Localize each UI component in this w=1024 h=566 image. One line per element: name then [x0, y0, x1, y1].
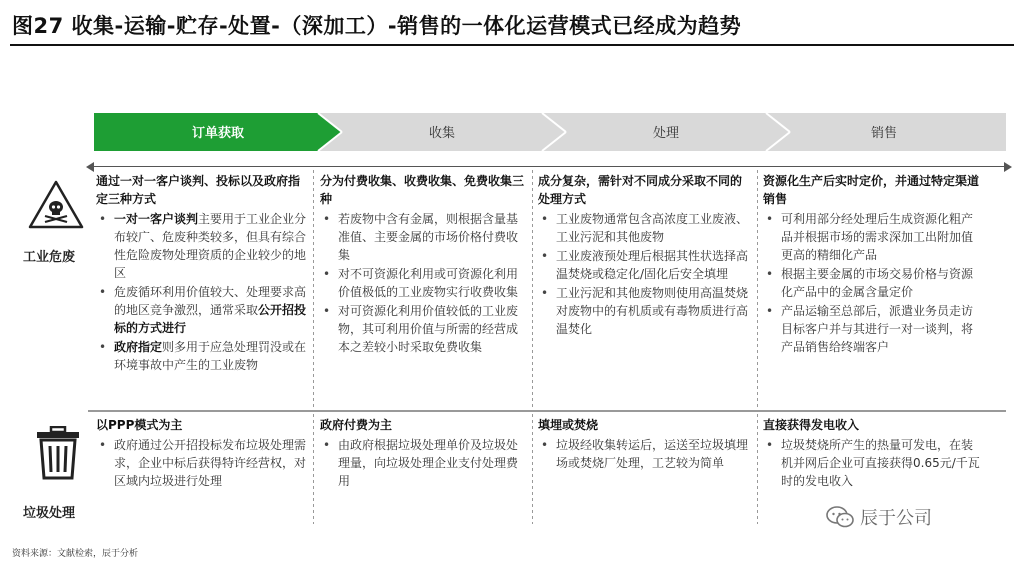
category-garbage — [8, 426, 90, 522]
watermark-text: 辰于公司 — [860, 508, 932, 529]
cell-heading: 以PPP模式为主 — [96, 418, 183, 432]
column-separator — [532, 170, 533, 408]
stage-label-collect: 收集 — [428, 126, 456, 141]
stage-label-sales: 销售 — [870, 126, 898, 141]
cell-heading: 资源化生产后实时定价，并通过特定渠道销售 — [763, 174, 980, 206]
category-industrial — [8, 180, 90, 270]
list-item: • 政府指定则多用于应急处理罚没或在环境事故中产生的工业废物 — [96, 338, 310, 374]
column-separator — [757, 170, 758, 408]
cell-heading: 填埋或焚烧 — [538, 418, 599, 432]
list-item: • 若废物中含有金属，则根据含量基准值、主要金属的市场价格付费收集 — [320, 210, 528, 264]
cell-heading: 直接获得发电收入 — [763, 418, 860, 432]
cell-heading: 分为付费收集、收费收集、免费收集三种 — [320, 174, 525, 206]
cell-heading: 政府付费为主 — [320, 418, 393, 432]
wechat-icon — [826, 506, 854, 528]
axis-arrow-left — [86, 162, 94, 172]
list-item: • 一对一客户谈判主要用于工业企业分布较广、危废种类较多，但具有综合性危险废物处理资质的企业较少的地区 — [96, 210, 310, 282]
cell-garbage-collect — [320, 416, 528, 491]
cell-heading: 通过一对一客户谈判、投标以及政府指定三种方式 — [96, 174, 301, 206]
axis-arrow-right — [1004, 162, 1012, 172]
cell-industrial-sales — [763, 172, 983, 357]
list-item: • 可利用部分经处理后生成资源化粗产品并根据市场的需求深加工出附加值更高的精细化产品 — [763, 210, 983, 264]
trash-bin-icon — [34, 426, 82, 480]
list-item: • 工业污泥和其他废物则使用高温焚烧对废物中的有机质或有毒物质进行高温焚化 — [538, 284, 752, 338]
column-separator — [532, 414, 533, 524]
category-label: 工业危废 — [22, 250, 75, 265]
list-item: • 垃圾经收集转运后，运送至垃圾填埋场或焚烧厂处理，工艺较为简单 — [538, 436, 752, 472]
list-item: • 危废循环利用价值较大、处理要求高的地区竞争激烈，通常采取公开招投标的方式进行 — [96, 283, 310, 337]
stage-label-order: 订单获取 — [191, 126, 245, 141]
column-separator — [313, 170, 314, 408]
cell-garbage-process — [538, 416, 752, 473]
list-item: • 工业废物通常包含高浓度工业废液、工业污泥和其他废物 — [538, 210, 752, 246]
list-item: • 对可资源化利用价值较低的工业废物，其可利用价值与所需的经营成本之差较小时采取免费收集 — [320, 302, 528, 356]
column-separator — [313, 414, 314, 524]
page-title: 图27 收集-运输-贮存-处置-（深加工）-销售的一体化运营模式已经成为趋势 — [12, 14, 742, 38]
stage-label-process: 处理 — [652, 126, 680, 141]
list-item: • 由政府根据垃圾处理单价及垃圾处理量，向垃圾处理企业支付处理费用 — [320, 436, 528, 490]
cell-industrial-process — [538, 172, 752, 339]
column-separator — [757, 414, 758, 524]
list-item: • 工业废液预处理后根据其性状选择高温焚烧或稳定化/固化后安全填埋 — [538, 247, 752, 283]
cell-garbage-sales — [763, 416, 983, 491]
row-separator — [88, 410, 1006, 412]
cell-garbage-order — [96, 416, 310, 491]
list-item: • 垃圾焚烧所产生的热量可发电，在装机并网后企业可直接获得0.65元/千瓦时的发电收入 — [763, 436, 983, 490]
list-item: • 产品运输至总部后，派遣业务员走访目标客户并与其进行一对一谈判，将产品销售给终端客户 — [763, 302, 983, 356]
watermark — [826, 504, 932, 530]
timeline-axis — [92, 166, 1004, 167]
list-item: • 对不可资源化利用或可资源化利用价值极低的工业废物实行收费收集 — [320, 265, 528, 301]
cell-industrial-collect — [320, 172, 528, 357]
cell-industrial-order — [96, 172, 310, 375]
hazard-skull-icon — [28, 180, 84, 230]
list-item: • 根据主要金属的市场交易价格与资源化产品中的金属含量定价 — [763, 265, 983, 301]
category-label: 垃圾处理 — [22, 506, 75, 521]
cell-heading: 成分复杂，需针对不同成分采取不同的处理方式 — [538, 174, 743, 206]
source-note: 资料来源：文献检索，辰于分析 — [12, 549, 139, 559]
list-item: • 政府通过公开招投标发布垃圾处理需求，企业中标后获得特许经营权，对区域内垃圾进行处理 — [96, 436, 310, 490]
